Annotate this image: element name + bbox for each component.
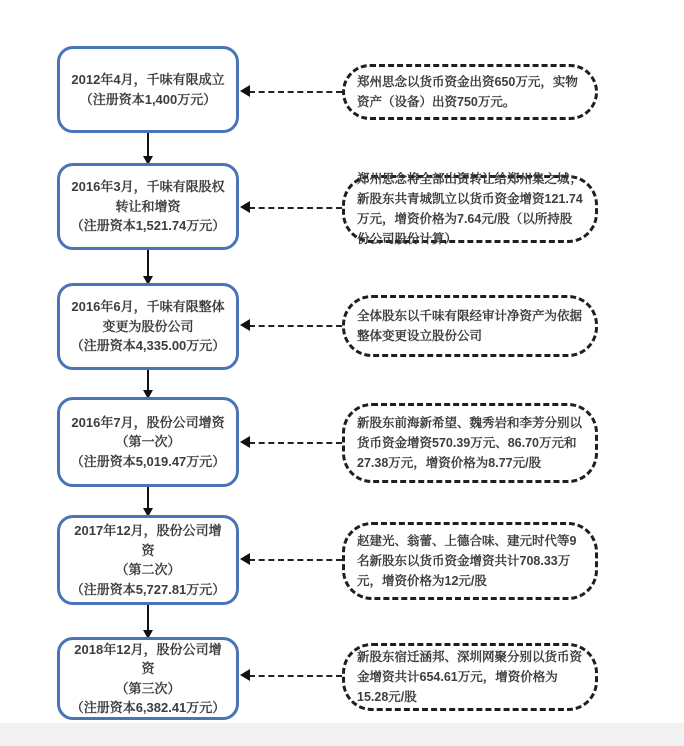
- event-box-2012-04: [57, 46, 239, 133]
- event-box-2016-03: [57, 163, 239, 250]
- event-box-2016-06: [57, 283, 239, 370]
- event-line: （注册资本5,727.81万元）: [70, 581, 226, 597]
- note-text: 全体股东以千味有限经审计净资产为依据整体变更设立股份公司: [357, 309, 583, 343]
- dashed-arrow-left-icon: [249, 325, 342, 327]
- event-line: 2016年3月，千味有限股权转让和增资: [71, 179, 225, 214]
- event-line: （注册资本5,019.47万元）: [70, 453, 226, 469]
- note-box-2017-12: [342, 522, 598, 600]
- dashed-arrow-left-icon: [249, 91, 342, 93]
- note-text: 新股东前海新希望、魏秀岩和李芳分别以货币资金增资570.39万元、86.70万元和27.38万元，增资价格为8.77元/股: [357, 416, 583, 470]
- arrow-down-icon: [147, 250, 149, 279]
- note-box-2016-06: [342, 295, 598, 357]
- note-text: 郑州思念以货币资金出资650万元，实物资产（设备）出资750万元。: [357, 75, 578, 109]
- note-box-2012-04: [342, 64, 598, 120]
- arrow-down-icon: [147, 370, 149, 393]
- event-line: （注册资本4,335.00万元）: [70, 338, 226, 354]
- arrow-down-icon: [147, 487, 149, 511]
- event-line: 2018年12月，股份公司增资: [74, 641, 222, 676]
- event-line: 2016年7月，股份公司增资: [71, 414, 225, 430]
- event-line: 2012年4月，千味有限成立: [71, 72, 225, 87]
- note-text: 赵建光、翁蕾、上德合味、建元时代等9名新股东以货币资金增资共计708.33万元，增资价格为12元/股: [357, 534, 577, 588]
- arrow-down-icon: [147, 605, 149, 633]
- dashed-arrow-left-icon: [249, 442, 342, 444]
- dashed-arrow-left-icon: [249, 675, 342, 677]
- arrow-down-icon: [147, 133, 149, 159]
- note-box-2018-12: [342, 643, 598, 711]
- event-line: 2016年6月，千味有限整体变更为股份公司: [71, 299, 225, 334]
- event-box-2016-07: [57, 397, 239, 487]
- event-line: （注册资本1,400万元）: [79, 91, 217, 107]
- event-box-2018-12: [57, 637, 239, 720]
- event-line: 2017年12月，股份公司增资: [74, 523, 222, 558]
- note-box-2016-07: [342, 403, 598, 483]
- event-line: （第一次）: [115, 434, 181, 450]
- event-line: （第三次）: [115, 680, 181, 696]
- event-line: （注册资本6,382.41万元）: [70, 700, 226, 715]
- dashed-arrow-left-icon: [249, 207, 342, 209]
- event-line: （第二次）: [115, 562, 181, 577]
- note-text: 新股东宿迁涵邦、深圳网聚分别以货币资金增资共计654.61万元，增资价格为15.28元/股: [357, 650, 583, 704]
- footer-band: [0, 723, 684, 746]
- dashed-arrow-left-icon: [249, 559, 342, 561]
- event-box-2017-12: [57, 515, 239, 605]
- note-box-2016-03: [342, 172, 598, 246]
- note-text: 郑州思念将全部出资转让给郑州集之城；新股东共青城凯立以货币资金增资121.74万元，增资价格为7.64元/股（以所持股份公司股份计算）: [357, 172, 583, 246]
- event-line: （注册资本1,521.74万元）: [70, 218, 226, 234]
